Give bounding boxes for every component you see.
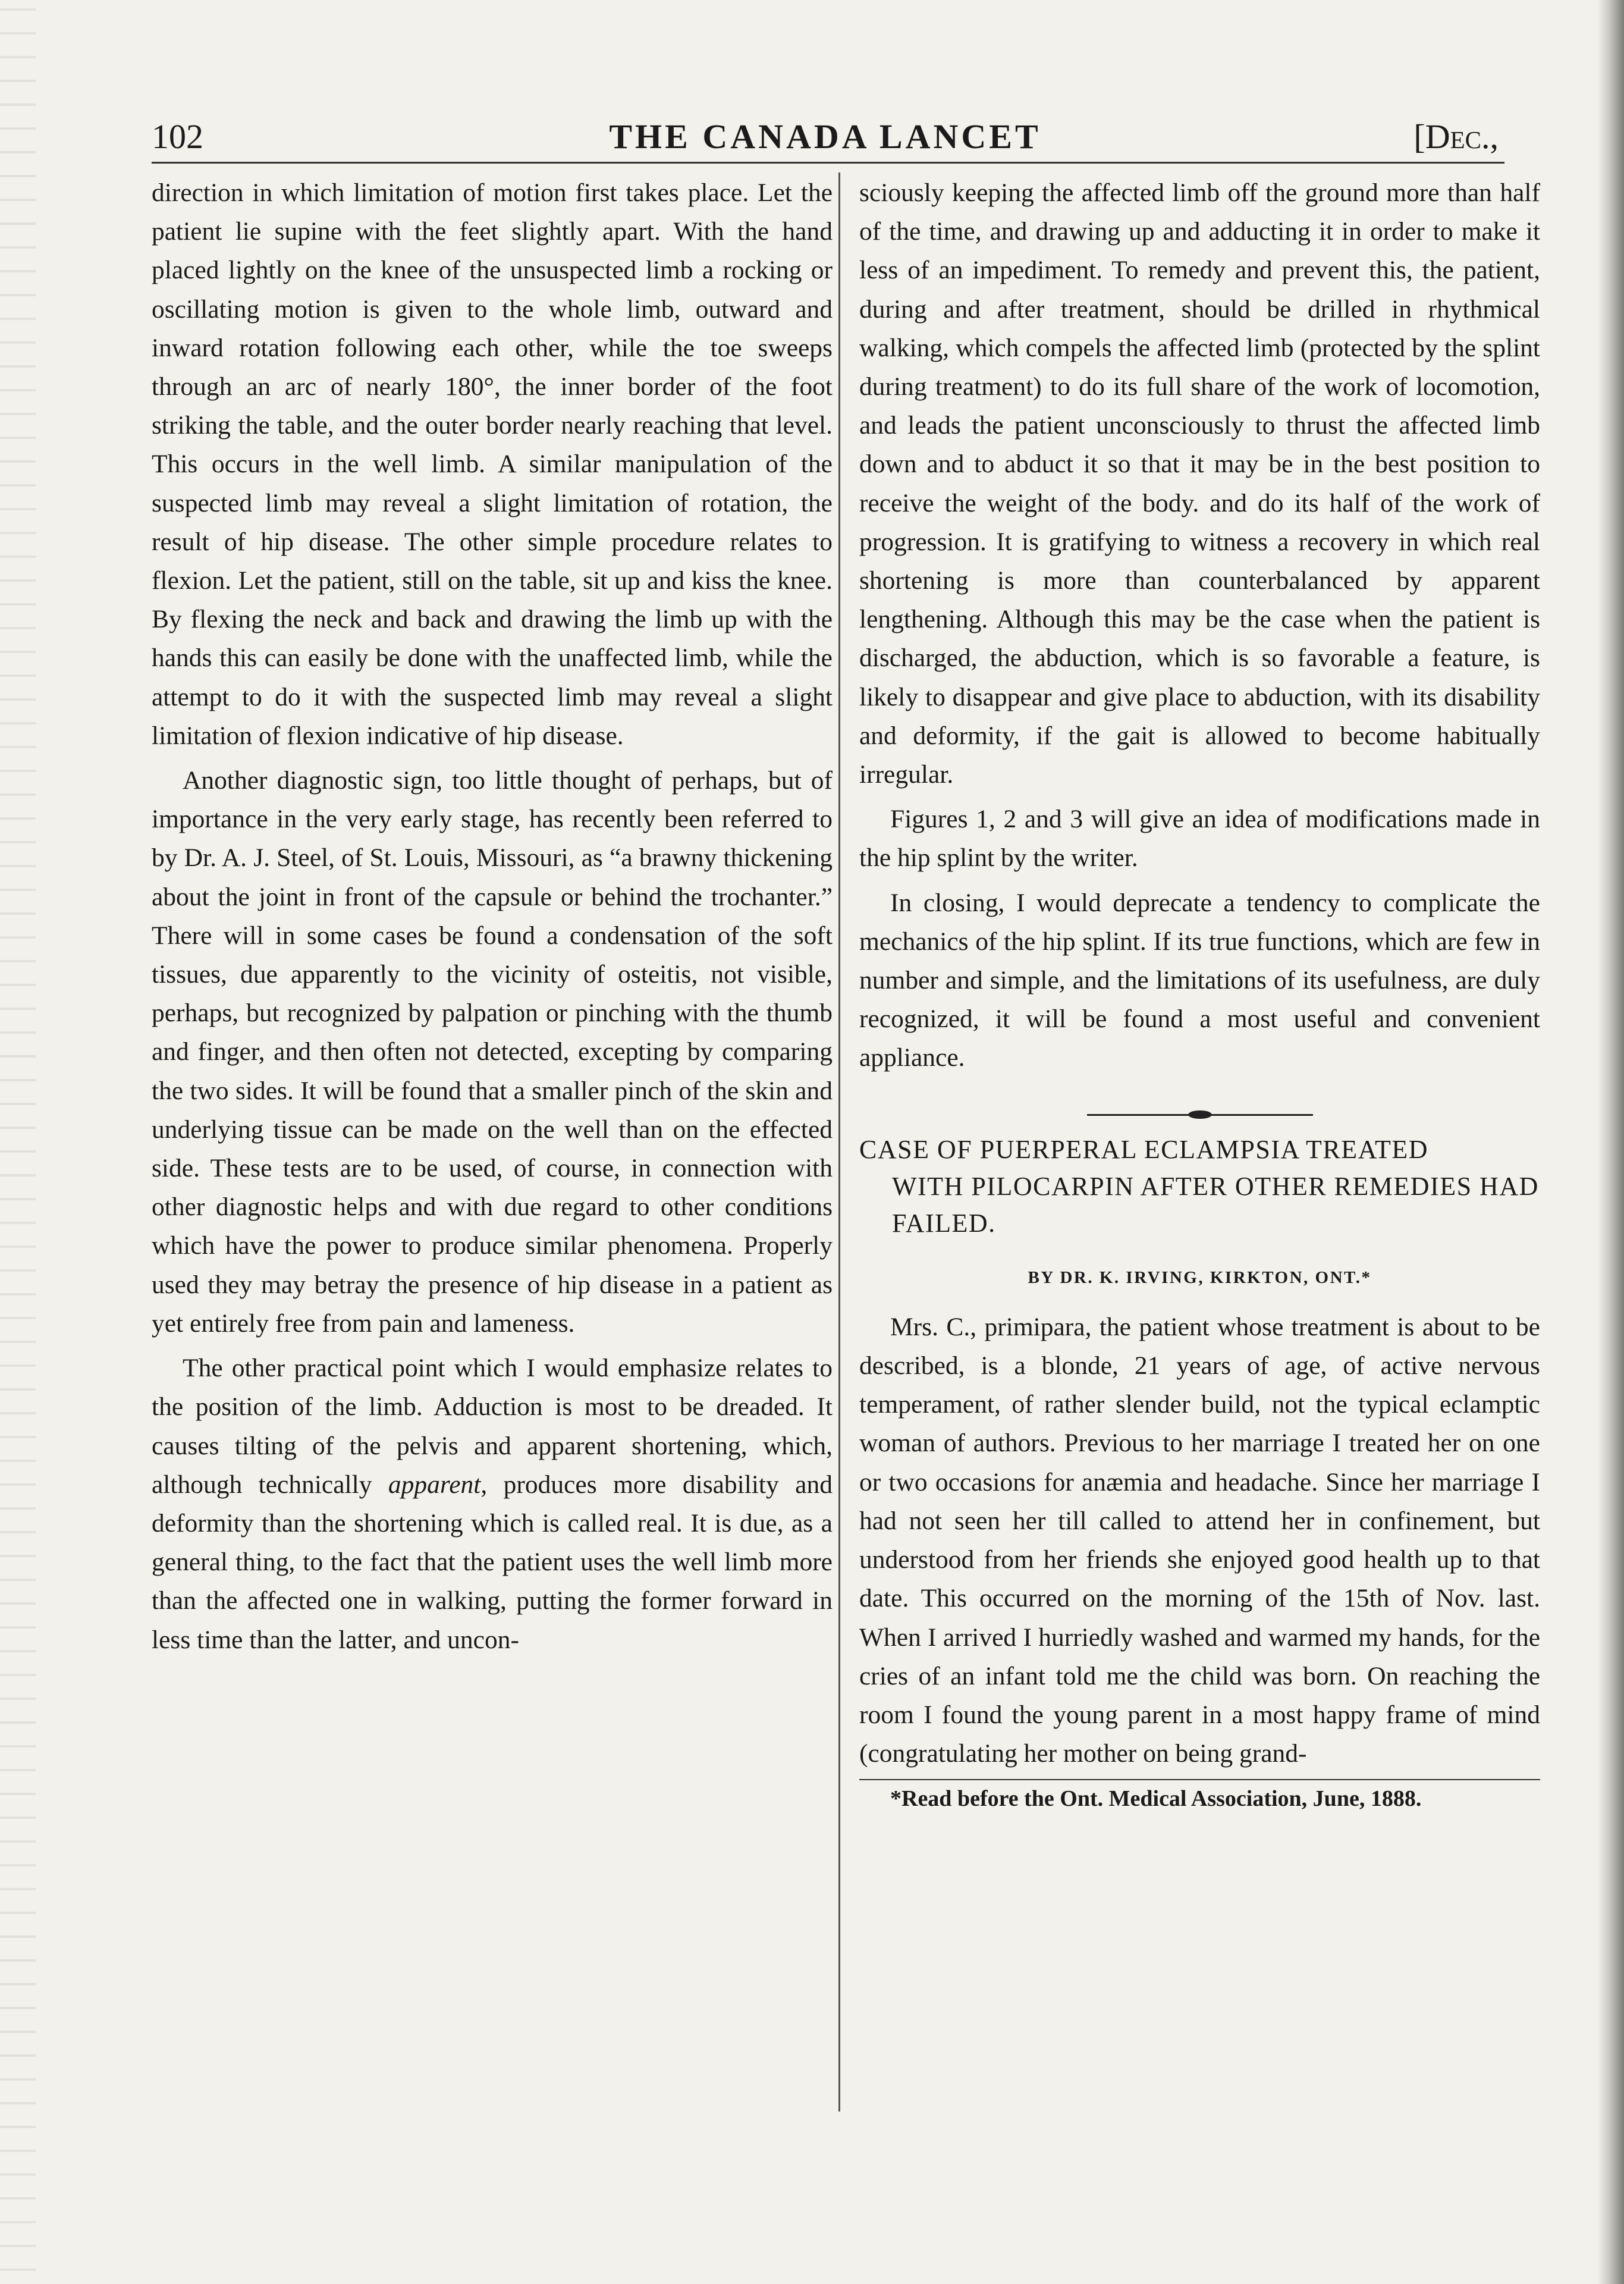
page-right-edge-shadow <box>1597 0 1624 2284</box>
article-byline: BY DR. K. IRVING, KIRKTON, ONT.* <box>1028 1268 1372 1287</box>
article-body: Mrs. C., primipara, the patient whose treatment is about to be described, is a blonde, 21 years of age, of active nervous temperament, of rather slender build, not the typical eclamptic woman of authors. Previous to her marriage I treated her on one or two occasions for anæmia and headache. Since her marriage I had not seen her till called to attend her in confinement, but understood from her friends she enjoyed good health up to that date. This occurred on the morning of the 15th of Nov. last. When I arrived I hurriedly washed and warmed my hands, for the cries of an infant told me the child was born. On reaching the room I found the young parent in a most happy frame of mind (congratulating her mother on being grand- <box>859 1312 1540 1768</box>
running-header <box>152 113 1499 161</box>
left-column <box>152 174 833 1665</box>
section-divider-ornament <box>1087 1109 1313 1121</box>
article-title-line-2: WITH PILOCARPIN AFTER OTHER REMEDIES HAD FAILED. <box>892 1171 1539 1238</box>
paragraph: The other practical point which I would emphasize relates to the position of the limb. Adduction is most to be dreaded. It causes tilting of the pelvis and apparent shortening, which, although technically apparent, produces more disability and deformity than the shortening which is called real. It is due, as a general thing, to the fact that the patient uses the well limb more than the affected one in walking, putting the former forward in less time than the latter, and uncon- <box>152 1354 833 1654</box>
emphasis-apparent: apparent <box>388 1470 481 1499</box>
footnote: *Read before the Ont. Medical Association, June, 1888. <box>890 1786 1422 1812</box>
paragraph: direction in which limitation of motion first takes place. Let the patient lie supine with the feet slightly apart. With the hand placed lightly on the knee of the unsuspected limb a rocking or oscillating motion is given to the whole limb, outward and inward rotation following each other, while the toe sweeps through an arc of nearly 180°, the inner border of the foot striking the table, and the outer border nearly reaching that level. This occurs in the well limb. A similar manipulation of the suspected limb may reveal a slight limitation of rotation, the result of hip disease. The other simple procedure relates to flexion. Let the patient, still on the table, sit up and kiss the knee. By flexing the neck and back and drawing the limb up with the hands this can easily be done with the unaffected limb, while the attempt to do it with the suspected limb may reveal a slight limitation of flexion indicative of hip disease. <box>152 178 833 750</box>
paragraph: Figures 1, 2 and 3 will give an idea of modifications made in the hip splint by the writer. <box>859 805 1540 873</box>
paragraph: In closing, I would deprecate a tendency to complicate the mechanics of the hip splint. If its true functions, which are few in number and simple, and the limitations of its usefulness, are duly recognized, it will be found a most useful and convenient appliance. <box>859 888 1540 1072</box>
header-rule <box>152 162 1504 164</box>
journal-title: THE CANADA LANCET <box>609 117 1041 156</box>
page-number: 102 <box>152 117 203 156</box>
article-title-line-1: CASE OF PUERPERAL ECLAMPSIA TREATED <box>859 1134 1429 1164</box>
header-month: [Dec., <box>1413 117 1499 156</box>
right-column <box>859 174 1540 1819</box>
article-title <box>859 1131 1540 1242</box>
page-binding-edge <box>0 0 36 2284</box>
footnote-rule <box>859 1779 1540 1780</box>
paragraph: Another diagnostic sign, too little thought of perhaps, but of importance in the very early stage, has recently been referred to by Dr. A. J. Steel, of St. Louis, Missouri, as “a brawny thickening about the joint in front of the capsule or behind the trochanter.” There will in some cases be found a condensation of the soft tissues, due apparently to the vicinity of osteitis, not visible, perhaps, but recognized by palpation or pinching with the thumb and finger, and then often not detected, excepting by comparing the two sides. It will be found that a smaller pinch of the skin and underlying tissue can be made on the well than on the effected side. These tests are to be used, of course, in connection with other diagnostic helps and with due regard to other conditions which have the power to produce similar phenomena. Properly used they may betray the presence of hip disease in a patient as yet entirely free from pain and lameness. <box>152 766 833 1338</box>
paragraph: sciously keeping the affected limb off the ground more than half of the time, and drawing up and adducting it in order to make it less of an impediment. To remedy and prevent this, the patient, during and after treatment, should be drilled in rhythmical walking, which compels the affected limb (protected by the splint during treatment) to do its full share of the work of locomotion, and leads the patient unconsciously to thrust the affected limb down and to abduct it so that it may be in the best position to receive the weight of the body. and do its half of the work of progression. It is gratifying to witness a recovery in which real shortening is more than counterbalanced by apparent lengthening. Although this may be the case when the patient is discharged, the abduction, which is so favorable a feature, is likely to disappear and give place to abduction, with its disability and deformity, if the gait is allowed to become habitually irregular. <box>859 178 1540 789</box>
column-divider <box>838 172 840 2112</box>
